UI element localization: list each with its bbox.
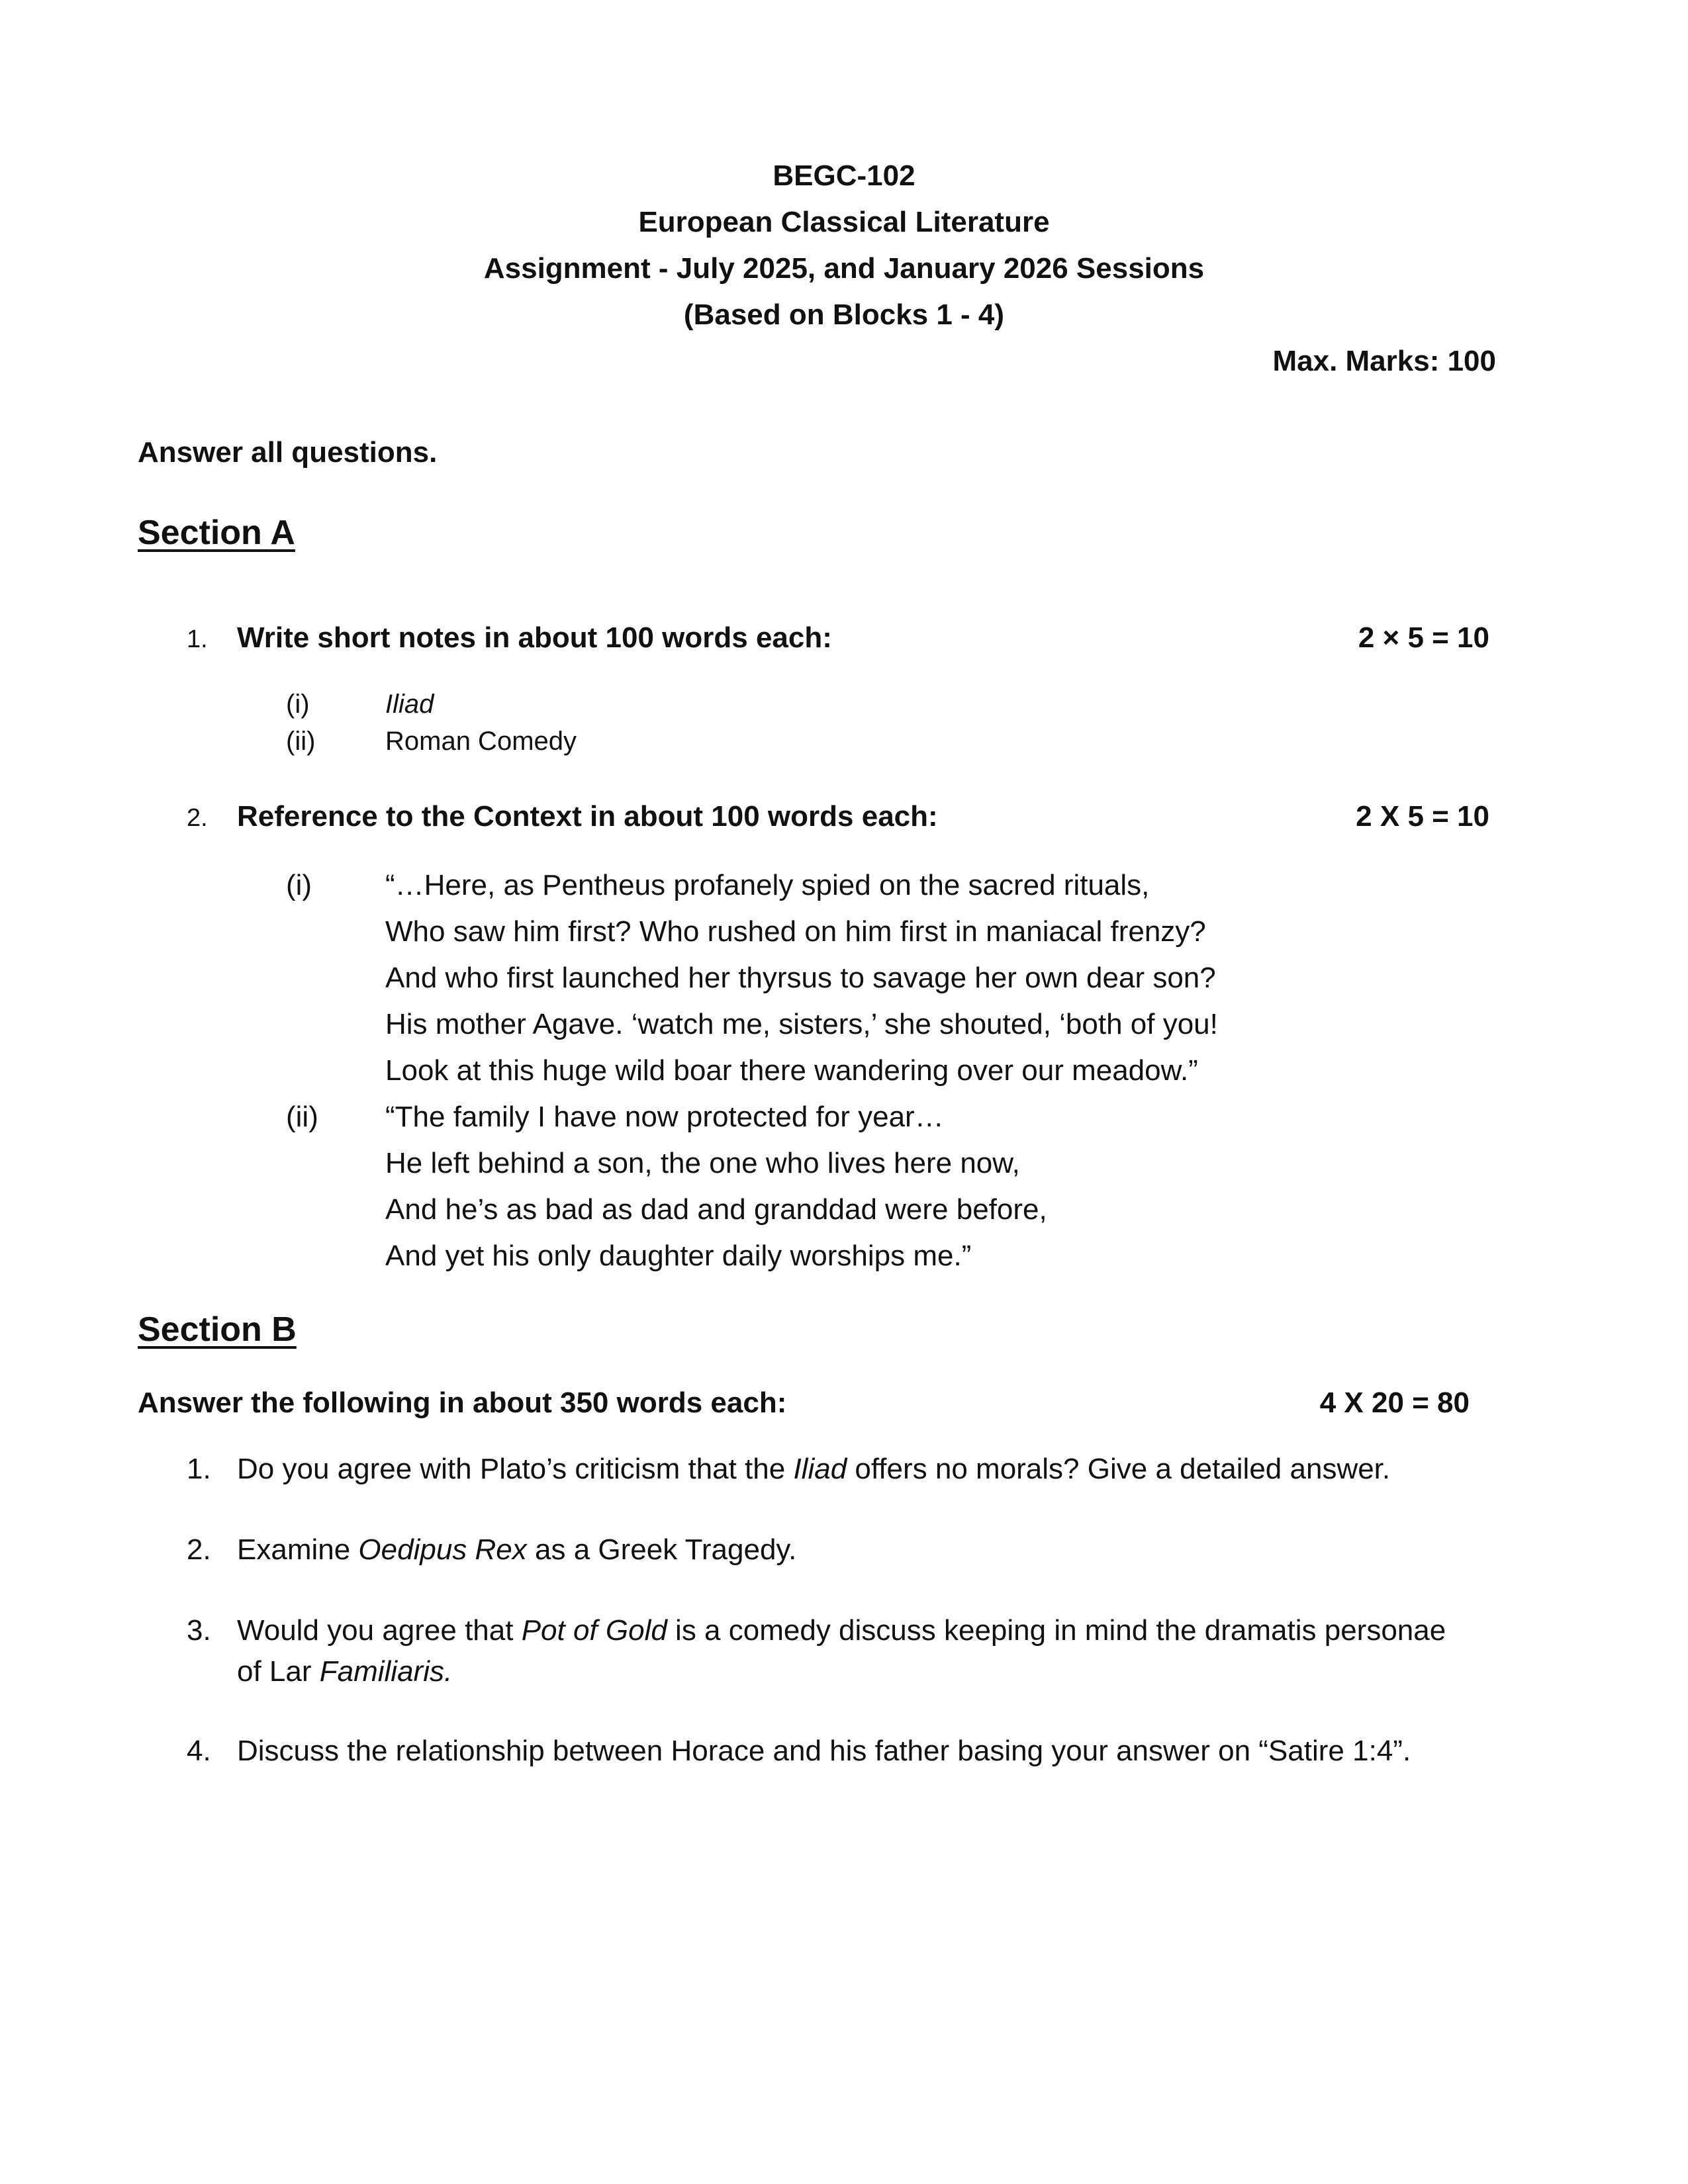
assignment-session-line: Assignment - July 2025, and January 2026 Sessions [483, 252, 1205, 285]
section-a-title: Section A [138, 514, 295, 552]
q2-prompt: Reference to the Context in about 100 words each: [237, 800, 938, 833]
q1-marks: 2 × 5 = 10 [1358, 621, 1489, 654]
q1-item-label: (ii) [286, 727, 316, 756]
q1-item-text: Iliad [385, 690, 434, 719]
section-b-marks: 4 X 20 = 80 [1319, 1387, 1470, 1419]
passage-line: And who first launched her thyrsus to savage her own dear son? [385, 962, 1216, 994]
passage-line: Who saw him first? Who rushed on him first in maniacal frenzy? [385, 915, 1206, 948]
b-question-number: 1. [187, 1453, 211, 1485]
b-question-text: Would you agree that Pot of Gold is a comedy discuss keeping in mind the dramatis personae [237, 1614, 1446, 1647]
passage-line: “The family I have now protected for year… [385, 1101, 944, 1133]
q2-number: 2. [187, 804, 208, 832]
passage-line: And yet his only daughter daily worships me.” [385, 1240, 972, 1272]
b-question-text-continued: of Lar Familiaris. [237, 1655, 453, 1688]
instructions: Answer all questions. [138, 436, 438, 469]
q1-prompt: Write short notes in about 100 words each: [237, 621, 832, 654]
b-question-number: 4. [187, 1735, 211, 1767]
q2-marks: 2 X 5 = 10 [1356, 800, 1489, 833]
b-question-number: 2. [187, 1533, 211, 1566]
passage-line: Look at this huge wild boar there wandering over our meadow.” [385, 1054, 1198, 1087]
blocks-line: (Based on Blocks 1 - 4) [683, 298, 1005, 331]
passage-line: “…Here, as Pentheus profanely spied on the sacred rituals, [385, 869, 1150, 901]
passage-line: His mother Agave. ‘watch me, sisters,’ she shouted, ‘both of you! [385, 1008, 1218, 1040]
section-b-prompt: Answer the following in about 350 words each: [138, 1387, 787, 1419]
passage-i-label: (i) [286, 869, 312, 901]
q1-item-text: Roman Comedy [385, 727, 577, 756]
q1-item-label: (i) [286, 690, 310, 719]
b-question-text: Do you agree with Plato’s criticism that the Iliad offers no morals? Give a detailed answer. [237, 1453, 1391, 1485]
course-title: European Classical Literature [638, 206, 1050, 238]
passage-line: And he’s as bad as dad and granddad were before, [385, 1193, 1047, 1226]
passage-ii-label: (ii) [286, 1101, 318, 1133]
b-question-number: 3. [187, 1614, 211, 1647]
b-question-text: Examine Oedipus Rex as a Greek Tragedy. [237, 1533, 797, 1566]
b-question-text: Discuss the relationship between Horace and his father basing your answer on “Satire 1:4”. [237, 1735, 1411, 1767]
q1-number: 1. [187, 625, 208, 653]
passage-line: He left behind a son, the one who lives here now, [385, 1147, 1020, 1179]
section-b-title: Section B [138, 1310, 297, 1349]
course-code: BEGC-102 [773, 159, 915, 192]
max-marks: Max. Marks: 100 [1272, 345, 1496, 377]
